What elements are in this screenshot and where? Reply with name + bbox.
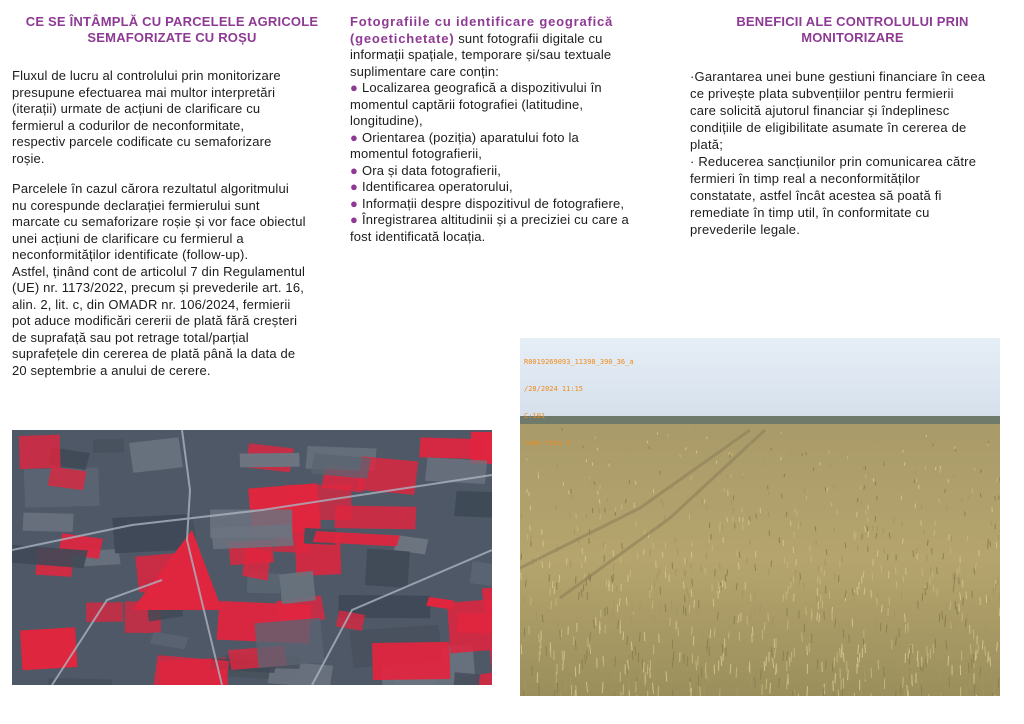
wheat-stroke xyxy=(554,690,555,696)
wheat-stroke xyxy=(739,517,740,522)
wheat-stroke xyxy=(576,514,577,519)
wheat-stroke xyxy=(835,673,836,683)
wheat-stroke xyxy=(600,515,601,520)
wheat-stroke xyxy=(612,610,613,618)
wheat-stroke xyxy=(878,660,879,670)
wheat-stroke xyxy=(866,510,867,515)
wheat-stroke xyxy=(546,646,547,655)
satellite-parcel xyxy=(419,437,483,459)
wheat-stroke xyxy=(665,571,666,578)
wheat-stroke xyxy=(778,668,779,678)
paragraph-parcels: Parcelele în cazul cărora rezultatul algoritmului nu corespunde declarației fermierului sunt marcate cu semaforizare roșie și vor face obiectul unei acțiuni de clarificare cu fermierul a neconformităților identificate (follow-up). Astfel, ținând cont de articolul 7 din Regulamentul (UE) nr. 1173/2022, precum și prevederile art. 16, alin. 2, lit. c, din OMADR nr. 106/2024, fermierii pot aduce modificări cererii de plată fără creșteri de suprafață sau pot retrage total/parțial suprafețele din cererea de plată până la data de 20 septembrie a anului de cerere. xyxy=(12,181,306,378)
wheat-stroke xyxy=(713,599,714,607)
wheat-stroke xyxy=(901,591,902,599)
wheat-stroke xyxy=(702,668,703,678)
wheat-stroke xyxy=(751,673,752,683)
wheat-stroke xyxy=(716,461,717,464)
wheat-stroke xyxy=(581,562,582,569)
wheat-stroke xyxy=(950,548,951,554)
wheat-stroke xyxy=(529,492,530,496)
wheat-stroke xyxy=(645,529,646,535)
wheat-stroke xyxy=(626,499,627,504)
wheat-stroke xyxy=(988,653,989,663)
wheat-stroke xyxy=(834,527,835,532)
satellite-parcel xyxy=(279,571,316,604)
heading-benefits: BENEFICII ALE CONTROLULUI PRIN MONITORIZARE xyxy=(736,14,969,45)
wheat-stroke xyxy=(806,607,807,615)
wheat-stroke xyxy=(694,600,695,608)
wheat-stroke xyxy=(848,670,849,680)
wheat-stroke xyxy=(913,551,914,557)
wheat-stroke xyxy=(665,604,666,612)
wheat-stroke xyxy=(894,517,895,522)
list-item: ● Orientarea (poziția) aparatului foto la momentul fotografierii, xyxy=(350,129,579,161)
wheat-stroke xyxy=(665,542,666,548)
wheat-stroke xyxy=(673,651,674,661)
wheat-stroke xyxy=(695,429,696,431)
wheat-stroke xyxy=(806,496,807,500)
wheat-stroke xyxy=(551,601,552,609)
wheat-stroke xyxy=(524,597,525,605)
field-photo xyxy=(520,338,1000,696)
wheat-stroke xyxy=(732,453,733,456)
wheat-stroke xyxy=(922,569,923,576)
wheat-stroke xyxy=(945,619,946,628)
wheat-stroke xyxy=(655,651,656,661)
paragraph-workflow: Fluxul de lucru al controlului prin monitorizare presupune efectuarea mai multor interpretări (iterații) urmate de acțiuni de clarificare cu fermierul a codurilor de neconformitate, respectiv parcele codificate cu semaforizare roșie. xyxy=(12,68,281,166)
wheat-stroke xyxy=(967,613,968,621)
wheat-stroke xyxy=(830,465,831,468)
wheat-stroke xyxy=(814,658,815,668)
wheat-stroke xyxy=(658,686,659,696)
wheat-stroke xyxy=(766,679,767,690)
wheat-stroke xyxy=(993,589,994,597)
wheat-stroke xyxy=(937,567,938,574)
wheat-stroke xyxy=(768,613,769,621)
wheat-stroke xyxy=(825,559,826,566)
wheat-stroke xyxy=(877,591,878,599)
wheat-stroke xyxy=(707,505,708,510)
wheat-stroke xyxy=(768,485,769,489)
wheat-stroke xyxy=(680,454,681,457)
wheat-stroke xyxy=(915,504,916,509)
wheat-stroke xyxy=(599,508,600,513)
wheat-stroke xyxy=(877,597,878,605)
wheat-stroke xyxy=(999,608,1000,616)
wheat-stroke xyxy=(884,667,885,677)
wheat-stroke xyxy=(918,657,919,667)
wheat-stroke xyxy=(991,663,992,673)
wheat-stroke xyxy=(847,456,848,459)
wheat-stroke xyxy=(725,575,726,582)
benefit-sanctions: · Reducerea sancțiunilor prin comunicarea către fermieri în timp real a neconformităților constatate, astfel încât acestea să poată fi remediate în timp util, în conformitate cu prevederile legale. xyxy=(690,154,977,237)
wheat-stroke xyxy=(737,688,738,696)
bullet-icon: ● xyxy=(350,80,359,95)
wheat-stroke xyxy=(794,594,795,602)
wheat-stroke xyxy=(525,680,526,691)
wheat-stroke xyxy=(916,479,917,483)
wheat-stroke xyxy=(954,621,955,630)
wheat-stroke xyxy=(689,605,690,613)
satellite-parcel xyxy=(211,524,294,549)
photo-metadata-stamp: R0019269093_11398_390_36_a /28/2024 11:15 C:101 lume foto 2 xyxy=(524,358,634,447)
wheat-stroke xyxy=(702,500,703,505)
wheat-stroke xyxy=(635,481,636,485)
column-geotagged-photos xyxy=(350,14,672,245)
wheat-stroke xyxy=(540,639,541,648)
wheat-stroke xyxy=(691,688,692,696)
wheat-stroke xyxy=(619,598,620,606)
wheat-stroke xyxy=(752,627,753,636)
wheat-stroke xyxy=(858,645,859,654)
wheat-stroke xyxy=(996,542,997,548)
bullet-icon: ● xyxy=(350,162,359,178)
wheat-stroke xyxy=(906,568,907,575)
wheat-stroke xyxy=(577,526,578,531)
wheat-stroke xyxy=(730,454,731,457)
wheat-stroke xyxy=(606,580,607,587)
wheat-stroke xyxy=(696,661,697,671)
wheat-stroke xyxy=(734,616,735,624)
wheat-stroke xyxy=(570,679,571,690)
wheat-stroke xyxy=(738,615,739,623)
wheat-stroke xyxy=(602,682,603,693)
wheat-stroke xyxy=(933,644,934,653)
geotag-info-list xyxy=(350,80,672,245)
satellite-image xyxy=(12,430,492,685)
wheat-stroke xyxy=(793,692,794,697)
wheat-stroke xyxy=(865,644,866,653)
wheat-stroke xyxy=(919,485,920,489)
wheat-stroke xyxy=(798,524,799,529)
column-red-parcels xyxy=(12,14,332,379)
wheat-stroke xyxy=(942,692,943,696)
wheat-stroke xyxy=(772,618,773,627)
wheat-stroke xyxy=(709,672,710,682)
wheat-stroke xyxy=(933,585,934,592)
wheat-stroke xyxy=(667,434,668,436)
satellite-parcel xyxy=(372,642,450,680)
wheat-stroke xyxy=(663,502,664,507)
geotagged-term: Fotografiile cu identificare geografică xyxy=(350,14,614,29)
wheat-stroke xyxy=(727,569,728,576)
wheat-stroke xyxy=(674,637,675,646)
wheat-stroke xyxy=(538,472,539,476)
wheat-stroke xyxy=(572,495,573,499)
wheat-stroke xyxy=(687,588,688,595)
wheat-stroke xyxy=(840,648,841,658)
wheat-stroke xyxy=(754,590,755,598)
wheat-stroke xyxy=(921,661,922,671)
wheat-stroke xyxy=(793,547,794,553)
wheat-stroke xyxy=(781,457,782,460)
wheat-stroke xyxy=(559,575,560,582)
bullet-icon: ● xyxy=(350,212,359,227)
wheat-stroke xyxy=(788,674,789,684)
wheat-stroke xyxy=(802,633,803,642)
wheat-stroke xyxy=(857,498,858,503)
wheat-stroke xyxy=(807,686,808,696)
wheat-stroke xyxy=(945,489,946,493)
column-benefits xyxy=(690,14,1015,238)
wheat-stroke xyxy=(766,657,767,667)
wheat-stroke xyxy=(975,468,976,472)
wheat-stroke xyxy=(636,681,637,692)
wheat-stroke xyxy=(907,685,908,696)
satellite-parcel xyxy=(470,561,492,587)
wheat-stroke xyxy=(705,568,706,575)
wheat-stroke xyxy=(659,634,660,643)
satellite-parcel xyxy=(254,618,324,668)
wheat-stroke xyxy=(725,582,726,589)
wheat-stroke xyxy=(698,675,699,685)
satellite-parcel xyxy=(93,439,124,453)
wheat-stroke xyxy=(574,529,575,535)
wheat-stroke xyxy=(659,569,660,576)
satellite-parcel xyxy=(454,491,492,519)
wheat-stroke xyxy=(935,521,936,526)
wheat-stroke xyxy=(585,556,586,562)
wheat-stroke xyxy=(912,644,913,653)
wheat-stroke xyxy=(791,652,792,662)
wheat-stroke xyxy=(990,657,991,667)
wheat-stroke xyxy=(966,666,967,676)
wheat-stroke xyxy=(776,665,777,675)
wheat-stroke xyxy=(779,678,780,688)
wheat-stroke xyxy=(644,549,645,555)
wheat-stroke xyxy=(570,561,571,568)
wheat-stroke xyxy=(590,479,591,483)
wheat-stroke xyxy=(948,656,949,666)
wheat-stroke xyxy=(828,606,829,614)
wheat-stroke xyxy=(821,595,822,603)
wheat-stroke xyxy=(579,592,580,600)
wheat-stroke xyxy=(525,580,526,587)
wheat-stroke xyxy=(868,532,869,538)
wheat-stroke xyxy=(787,562,788,569)
wheat-stroke xyxy=(576,685,577,696)
wheat-stroke xyxy=(576,576,577,583)
wheat-stroke xyxy=(788,621,789,630)
satellite-image-graphic xyxy=(12,430,492,685)
wheat-stroke xyxy=(613,574,614,581)
wheat-stroke xyxy=(843,678,844,688)
wheat-stroke xyxy=(970,679,971,690)
wheat-stroke xyxy=(789,657,790,667)
wheat-stroke xyxy=(764,462,765,465)
wheat-stroke xyxy=(886,624,887,633)
wheat-stroke xyxy=(652,601,653,609)
wheat-stroke xyxy=(527,534,528,540)
wheat-stroke xyxy=(826,660,827,670)
wheat-stroke xyxy=(531,534,532,540)
wheat-stroke xyxy=(647,665,648,675)
wheat-stroke xyxy=(747,616,748,624)
wheat-stroke xyxy=(560,630,561,639)
wheat-stroke xyxy=(657,574,658,581)
wheat-stroke xyxy=(843,653,844,663)
wheat-stroke xyxy=(824,611,825,619)
wheat-stroke xyxy=(821,566,822,573)
wheat-stroke xyxy=(857,545,858,551)
wheat-stroke xyxy=(770,683,771,694)
wheat-stroke xyxy=(615,657,616,667)
wheat-stroke xyxy=(684,595,685,603)
wheat-stroke xyxy=(561,629,562,638)
wheat-stroke xyxy=(857,512,858,517)
wheat-stroke xyxy=(858,657,859,667)
wheat-stroke xyxy=(612,584,613,591)
wheat-stroke xyxy=(833,485,834,489)
list-item: ● Informații despre dispozitivul de fotografiere, xyxy=(350,195,625,211)
heading-red-parcels: CE SE ÎNTÂMPLĂ CU PARCELELE AGRICOLE SEMAFORIZATE CU ROȘU xyxy=(25,14,319,45)
wheat-stroke xyxy=(824,570,825,577)
paragraph-geotagged-intro: Fotografiile cu identificare geografică (geoetichetate) sunt fotografii digitale cu informații spațiale, temporare și/sau textuale suplimentare care conțin: xyxy=(350,14,614,79)
wheat-stroke xyxy=(915,470,916,474)
wheat-stroke xyxy=(689,594,690,602)
wheat-stroke xyxy=(552,581,553,588)
wheat-stroke xyxy=(784,557,785,563)
satellite-parcel xyxy=(365,549,410,588)
wheat-stroke xyxy=(918,679,919,690)
wheat-stroke xyxy=(968,495,969,499)
wheat-stroke xyxy=(524,628,525,637)
wheat-stroke xyxy=(704,499,705,504)
wheat-stroke xyxy=(556,505,557,510)
wheat-stroke xyxy=(743,518,744,523)
wheat-stroke xyxy=(627,636,628,645)
wheat-stroke xyxy=(786,512,787,517)
list-item: ● Identificarea operatorului, xyxy=(350,179,513,194)
wheat-stroke xyxy=(802,453,803,456)
wheat-stroke xyxy=(614,693,615,696)
wheat-stroke xyxy=(927,646,928,655)
wheat-stroke xyxy=(623,631,624,640)
wheat-stroke xyxy=(579,664,580,674)
wheat-stroke xyxy=(819,614,820,622)
list-item: ● Localizarea geografică a dispozitivului în momentul captării fotografiei (latitudine, longitudine), xyxy=(350,80,602,128)
wheat-stroke xyxy=(539,684,540,695)
benefit-financial: ·Garantarea unei bune gestiuni financiare în ceea ce privește plata subvențiilor pentru fermierii care solicită ajutorul financiar și îndeplinesc condițiile de eligibilitate asumate în cererea de plată; xyxy=(690,69,986,152)
wheat-stroke xyxy=(647,441,648,444)
wheat-stroke xyxy=(670,617,671,625)
wheat-stroke xyxy=(796,559,797,566)
wheat-stroke xyxy=(730,664,731,674)
wheat-stroke xyxy=(910,671,911,681)
wheat-stroke xyxy=(845,542,846,548)
wheat-stroke xyxy=(823,687,824,696)
bullet-icon: ● xyxy=(350,195,359,211)
satellite-parcel xyxy=(19,435,61,469)
wheat-stroke xyxy=(709,537,710,543)
wheat-stroke xyxy=(644,632,645,641)
wheat-stroke xyxy=(721,656,722,666)
wheat-stroke xyxy=(924,529,925,535)
wheat-stroke xyxy=(607,498,608,503)
wheat-stroke xyxy=(784,474,785,478)
wheat-stroke xyxy=(955,601,956,609)
wheat-stroke xyxy=(581,590,582,598)
satellite-parcel xyxy=(20,627,77,670)
wheat-stroke xyxy=(614,671,615,681)
wheat-stroke xyxy=(521,553,522,559)
wheat-stroke xyxy=(598,491,599,495)
wheat-stroke xyxy=(539,634,540,643)
satellite-parcel xyxy=(23,513,74,533)
wheat-stroke xyxy=(599,499,600,504)
wheat-stroke xyxy=(583,584,584,591)
list-item: ● Înregistrarea altitudinii și a preciziei cu care a fost identificată locația. xyxy=(350,212,629,244)
wheat-stroke xyxy=(993,693,994,696)
wheat-stroke xyxy=(736,668,737,678)
wheat-stroke xyxy=(764,661,765,671)
wheat-stroke xyxy=(555,676,556,686)
wheat-stroke xyxy=(771,561,772,568)
wheat-stroke xyxy=(982,640,983,649)
wheat-stroke xyxy=(954,474,955,478)
wheat-stroke xyxy=(727,475,728,479)
wheat-stroke xyxy=(605,508,606,513)
wheat-stroke xyxy=(961,498,962,503)
wheat-stroke xyxy=(908,645,909,654)
wheat-stroke xyxy=(833,681,834,692)
wheat-stroke xyxy=(896,581,897,588)
wheat-stroke xyxy=(867,517,868,522)
bullet-icon: ● xyxy=(350,129,359,145)
wheat-stroke xyxy=(903,575,904,582)
wheat-stroke xyxy=(997,478,998,482)
bullet-icon: ● xyxy=(350,179,359,194)
satellite-parcel xyxy=(129,437,183,473)
wheat-stroke xyxy=(884,463,885,466)
wheat-stroke xyxy=(756,514,757,519)
satellite-parcel xyxy=(240,453,300,468)
wheat-stroke xyxy=(530,506,531,511)
wheat-stroke xyxy=(793,576,794,583)
wheat-stroke xyxy=(914,480,915,484)
wheat-stroke xyxy=(575,641,576,650)
list-item: ● Ora și data fotografierii, xyxy=(350,162,502,178)
wheat-stroke xyxy=(875,516,876,521)
wheat-stroke xyxy=(995,583,996,590)
wheat-stroke xyxy=(975,651,976,661)
wheat-stroke xyxy=(644,663,645,673)
satellite-parcel xyxy=(242,547,271,581)
wheat-stroke xyxy=(530,525,531,530)
satellite-parcel xyxy=(335,505,417,529)
wheat-stroke xyxy=(698,656,699,666)
wheat-stroke xyxy=(754,605,755,613)
satellite-parcel xyxy=(453,672,480,685)
wheat-stroke xyxy=(951,536,952,542)
wheat-stroke xyxy=(903,677,904,687)
